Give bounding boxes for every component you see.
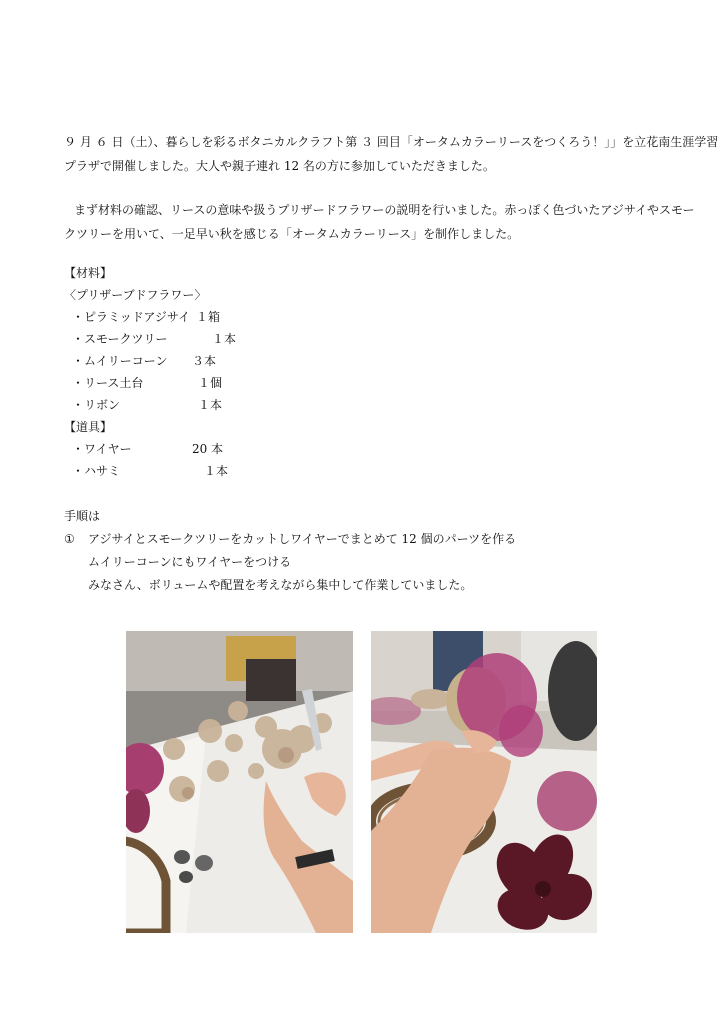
item-qty: 20 本: [192, 442, 224, 456]
list-item: [64, 350, 217, 372]
item-qty: １本: [204, 464, 229, 478]
item-qty: １本: [198, 398, 223, 412]
item-qty: １箱: [196, 310, 221, 324]
list-item: [64, 372, 223, 394]
procedure-step-1: [64, 528, 517, 551]
photo-left-image: [126, 631, 353, 933]
item-qty: １本: [212, 332, 237, 346]
item-name: ・リース土台: [72, 376, 144, 390]
body-line-2: クツリーを用いて、一足早い秋を感じる「オータムカラーリース」を制作しました。: [64, 227, 520, 241]
step-number: ①: [64, 532, 75, 546]
item-name: ・スモークツリー: [72, 332, 168, 346]
item-qty: ３本: [192, 354, 217, 368]
materials-heading: 【材料】: [64, 266, 113, 280]
body-line-1: まず材料の確認、リースの意味や扱うプリザードフラワーの説明を行いました。赤っぽく色づいたアジサイやスモー: [74, 203, 695, 217]
materials-list: [64, 262, 237, 482]
step-text: アジサイとスモークツリーをカットしワイヤーでまとめて 12 個のパーツを作る: [88, 532, 517, 546]
item-qty: １個: [198, 376, 223, 390]
materials-subheading: 〈プリザーブドフラワー〉: [64, 288, 207, 302]
intro-line-2: プラザで開催しました。大人や親子連れ 12 名の方に参加していただきました。: [64, 159, 495, 173]
photo-right-image: [371, 631, 597, 933]
procedure-heading: 手順は: [64, 509, 101, 523]
note-text: みなさん、ボリュームや配置を考えながら集中して作業していました。: [88, 578, 473, 592]
item-name: ・ムイリーコーン: [72, 354, 168, 368]
body-paragraph: [64, 198, 695, 246]
item-name: ・リボン: [72, 398, 121, 412]
item-name: ・ハサミ: [72, 464, 121, 478]
list-item: [64, 438, 224, 460]
list-item: [64, 394, 223, 416]
item-name: ・ピラミッドアジサイ: [72, 310, 191, 324]
intro-paragraph: [64, 130, 719, 178]
intro-line-1: ９ 月 ６ 日（土）、暮らしを彩るボタニカルクラフト第 ３ 回目「オータムカラーリースをつくろう！」」を立花南生涯学習: [64, 135, 719, 149]
step-text: ムイリーコーンにもワイヤーをつける: [88, 555, 292, 569]
procedure-section: [64, 505, 517, 597]
photo-cutting-hydrangea: [126, 631, 353, 933]
list-item: [64, 306, 221, 328]
procedure-step-1b: [64, 551, 292, 574]
item-name: ・ワイヤー: [72, 442, 132, 456]
list-item: [64, 328, 237, 350]
procedure-note: [64, 574, 473, 597]
tools-heading: 【道具】: [64, 420, 113, 434]
list-item: [64, 460, 229, 482]
photo-wiring-smoke-tree: [371, 631, 597, 933]
